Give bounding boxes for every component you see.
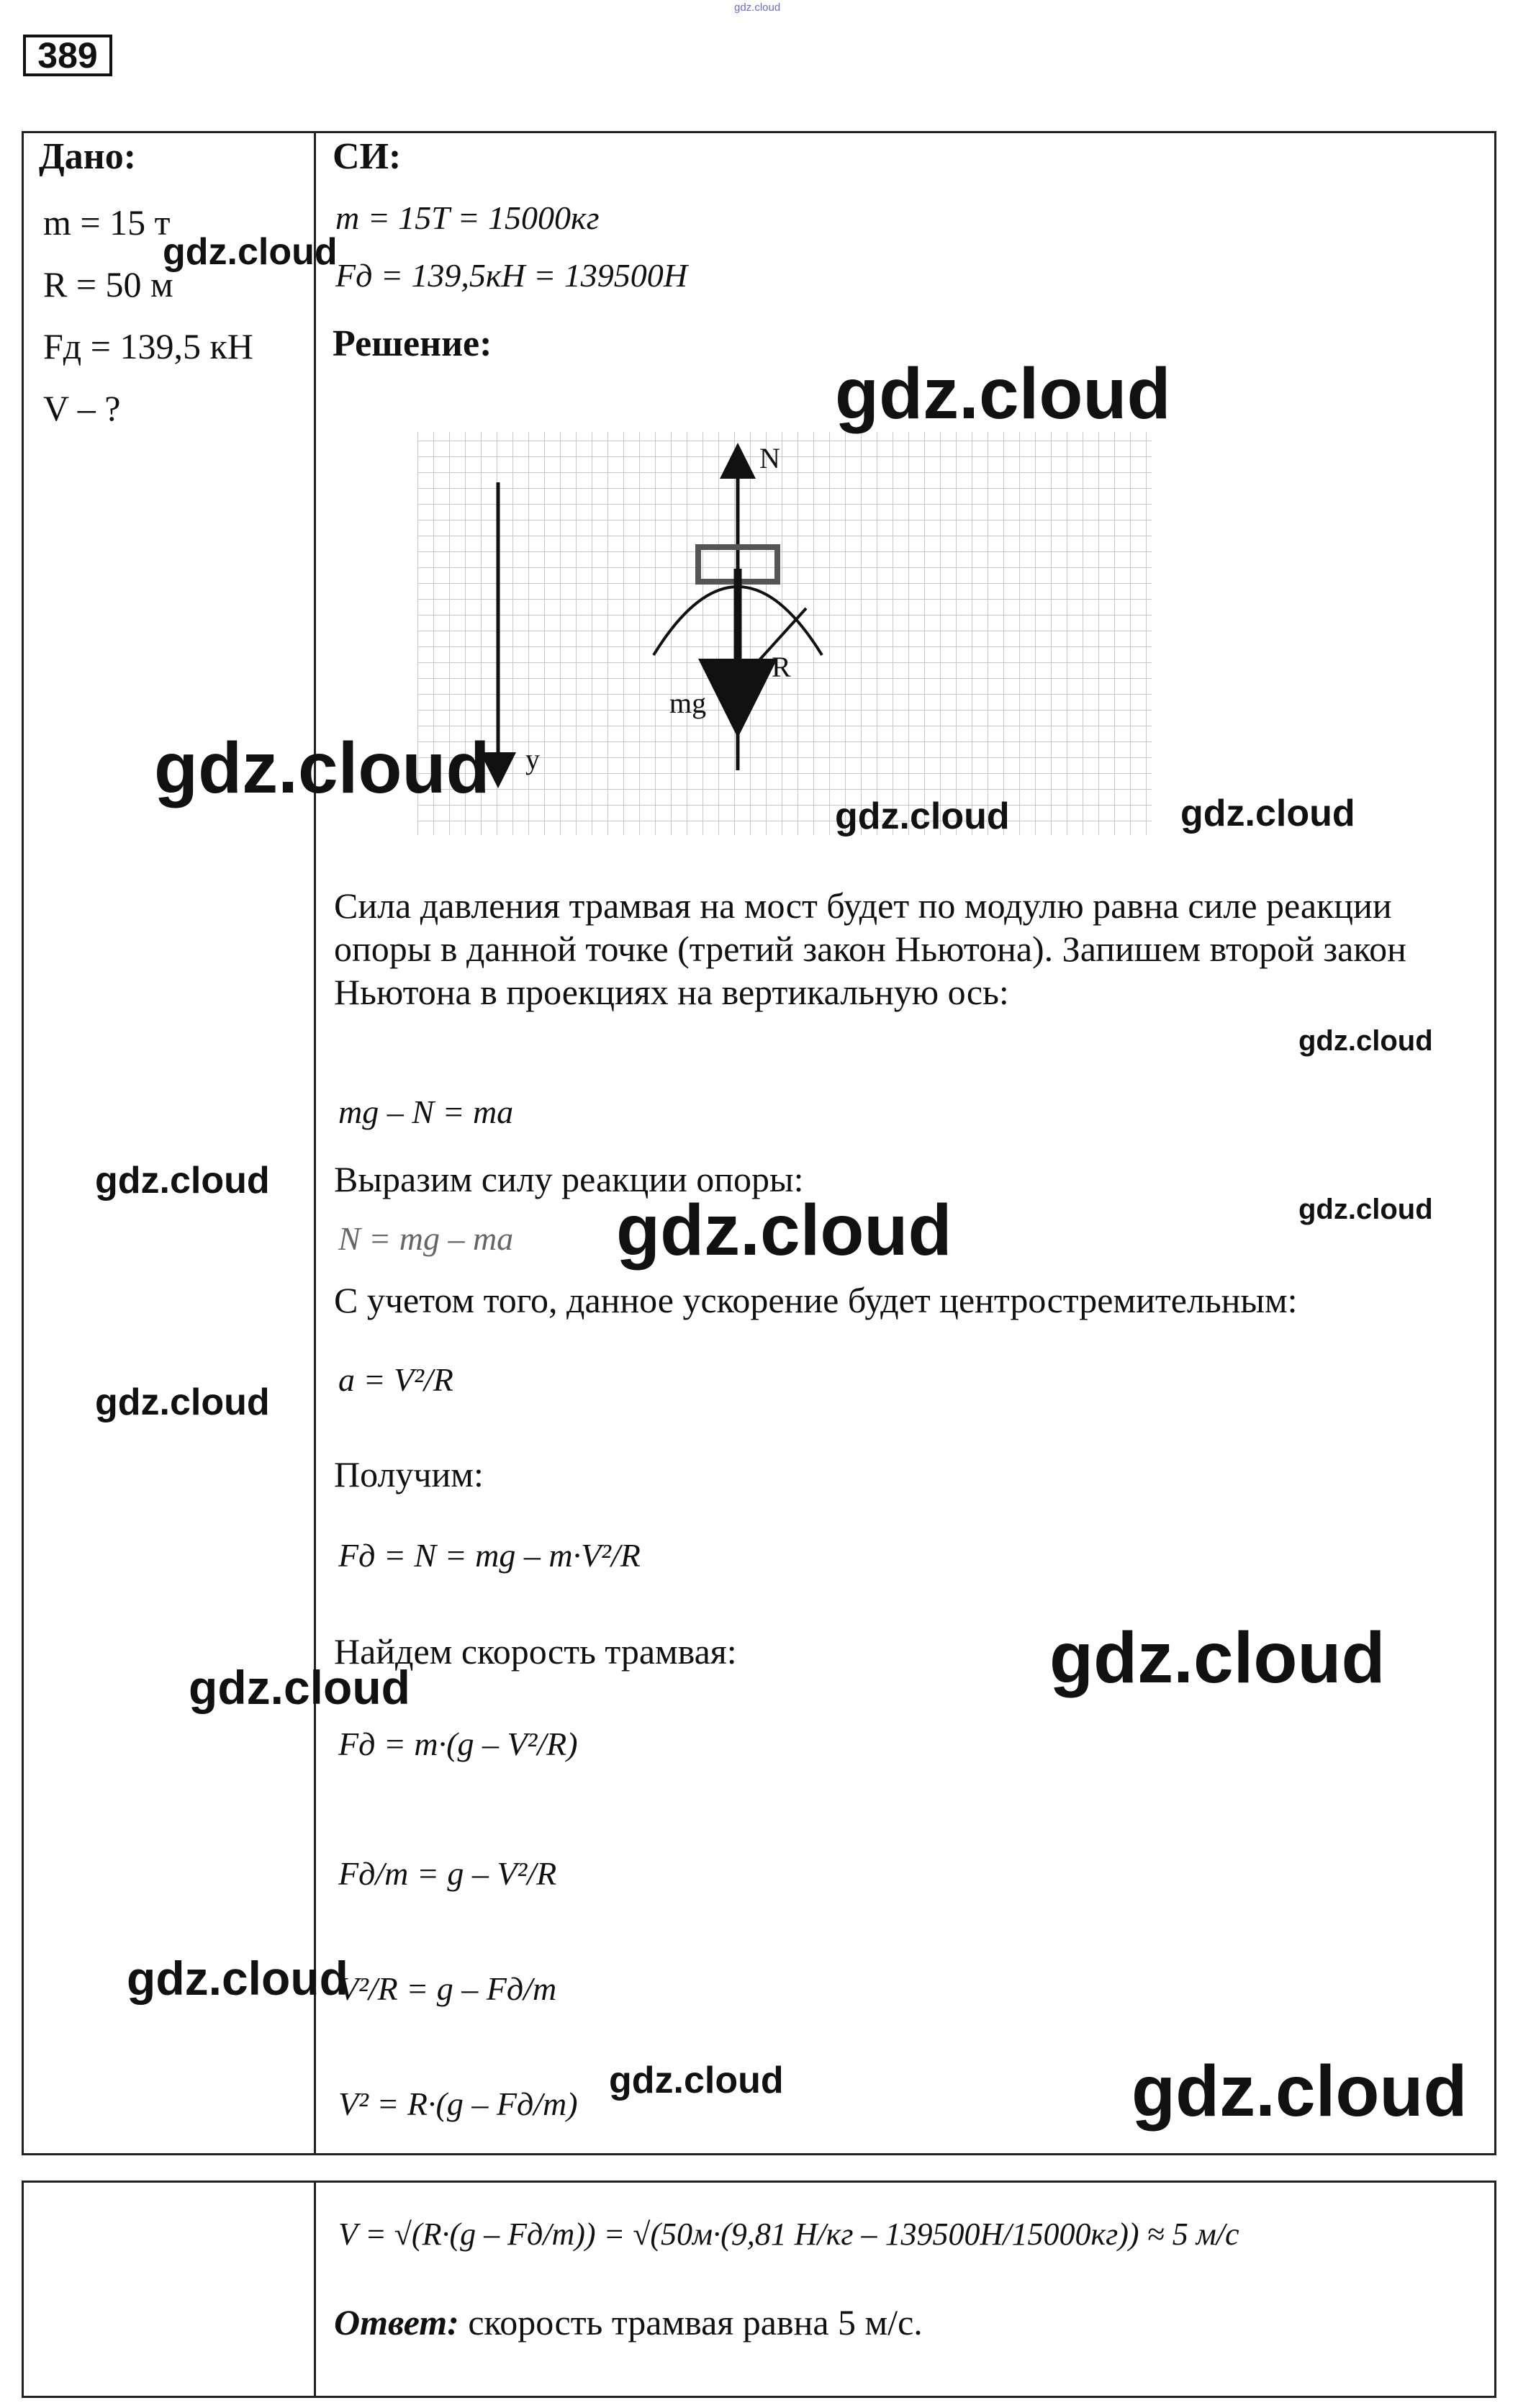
top-watermark: gdz.cloud [734,1,781,14]
answer-label: Ответ: [334,2302,459,2342]
paragraph-newton-laws: Сила давления трамвая на мост будет по модулю равна силе реакции опоры в данной точке (третий закон Ньютона). Запишем второй закон Ньютона в проекциях на вертикальную ось: [334,885,1406,1012]
given-heading: Дано: [39,136,137,177]
bottom-column-divider [314,2181,316,2398]
watermark: gdz.cloud [835,353,1171,434]
force-diagram [417,425,1166,842]
given-list [43,191,253,439]
paragraph-find-speed: Найдем скорость трамвая: [334,1631,737,1672]
equation-8: V² = R·(g – Fд/m) [338,2085,578,2122]
watermark: gdz.cloud [616,1190,952,1271]
watermark: gdz.cloud [154,728,490,808]
label-n: N [759,442,780,474]
paragraph-express-reaction: Выразим силу реакции опоры: [334,1159,804,1199]
watermark: gdz.cloud [95,1160,270,1201]
si-force: Fд = 139,5кН = 139500Н [335,257,687,294]
paragraph-obtain: Получим: [334,1454,484,1494]
answer-line [334,2301,923,2344]
bottom-frame [22,2181,1496,2398]
label-mg: mg [669,687,707,719]
watermark: gdz.cloud [1049,1618,1386,1698]
label-r: R [772,651,791,683]
equation-2: N = mg – ma [338,1220,514,1257]
given-unknown: V – ? [43,388,121,428]
given-force: Fд = 139,5 кН [43,326,253,366]
watermark: gdz.cloud [163,231,338,273]
equation-final: V = √(R·(g – Fд/m)) = √(50м·(9,81 Н/кг – 139500Н/15000кг)) ≈ 5 м/с [338,2217,1239,2252]
given-mass: m = 15 т [43,202,171,243]
watermark: gdz.cloud [835,795,1010,837]
watermark: gdz.cloud [1298,1194,1433,1225]
equation-7: V²/R = g – Fд/m [338,1970,557,2007]
equation-4: Fд = N = mg – m·V²/R [338,1537,641,1574]
watermark: gdz.cloud [1298,1025,1433,1057]
watermark: gdz.cloud [95,1381,270,1423]
equation-3: a = V²/R [338,1361,453,1398]
equation-1: mg – N = ma [338,1093,514,1130]
si-mass: m = 15T = 15000кг [335,199,600,236]
label-y: y [525,743,540,775]
paragraph-centripetal: С учетом того, данное ускорение будет центростремительным: [334,1280,1298,1320]
answer-text: скорость трамвая равна 5 м/с. [468,2302,923,2342]
solution-heading: Решение: [333,323,492,364]
equation-5: Fд = m·(g – V²/R) [338,1726,578,1762]
column-divider [314,131,316,2155]
watermark: gdz.cloud [1131,2051,1468,2132]
watermark: gdz.cloud [1180,793,1355,834]
task-number: 389 [23,35,112,76]
watermark: gdz.cloud [189,1661,410,1714]
watermark: gdz.cloud [609,2060,784,2101]
given-radius: R = 50 м [43,264,173,305]
watermark: gdz.cloud [127,1952,348,2005]
equation-6: Fд/m = g – V²/R [338,1855,557,1892]
si-heading: СИ: [333,136,402,177]
